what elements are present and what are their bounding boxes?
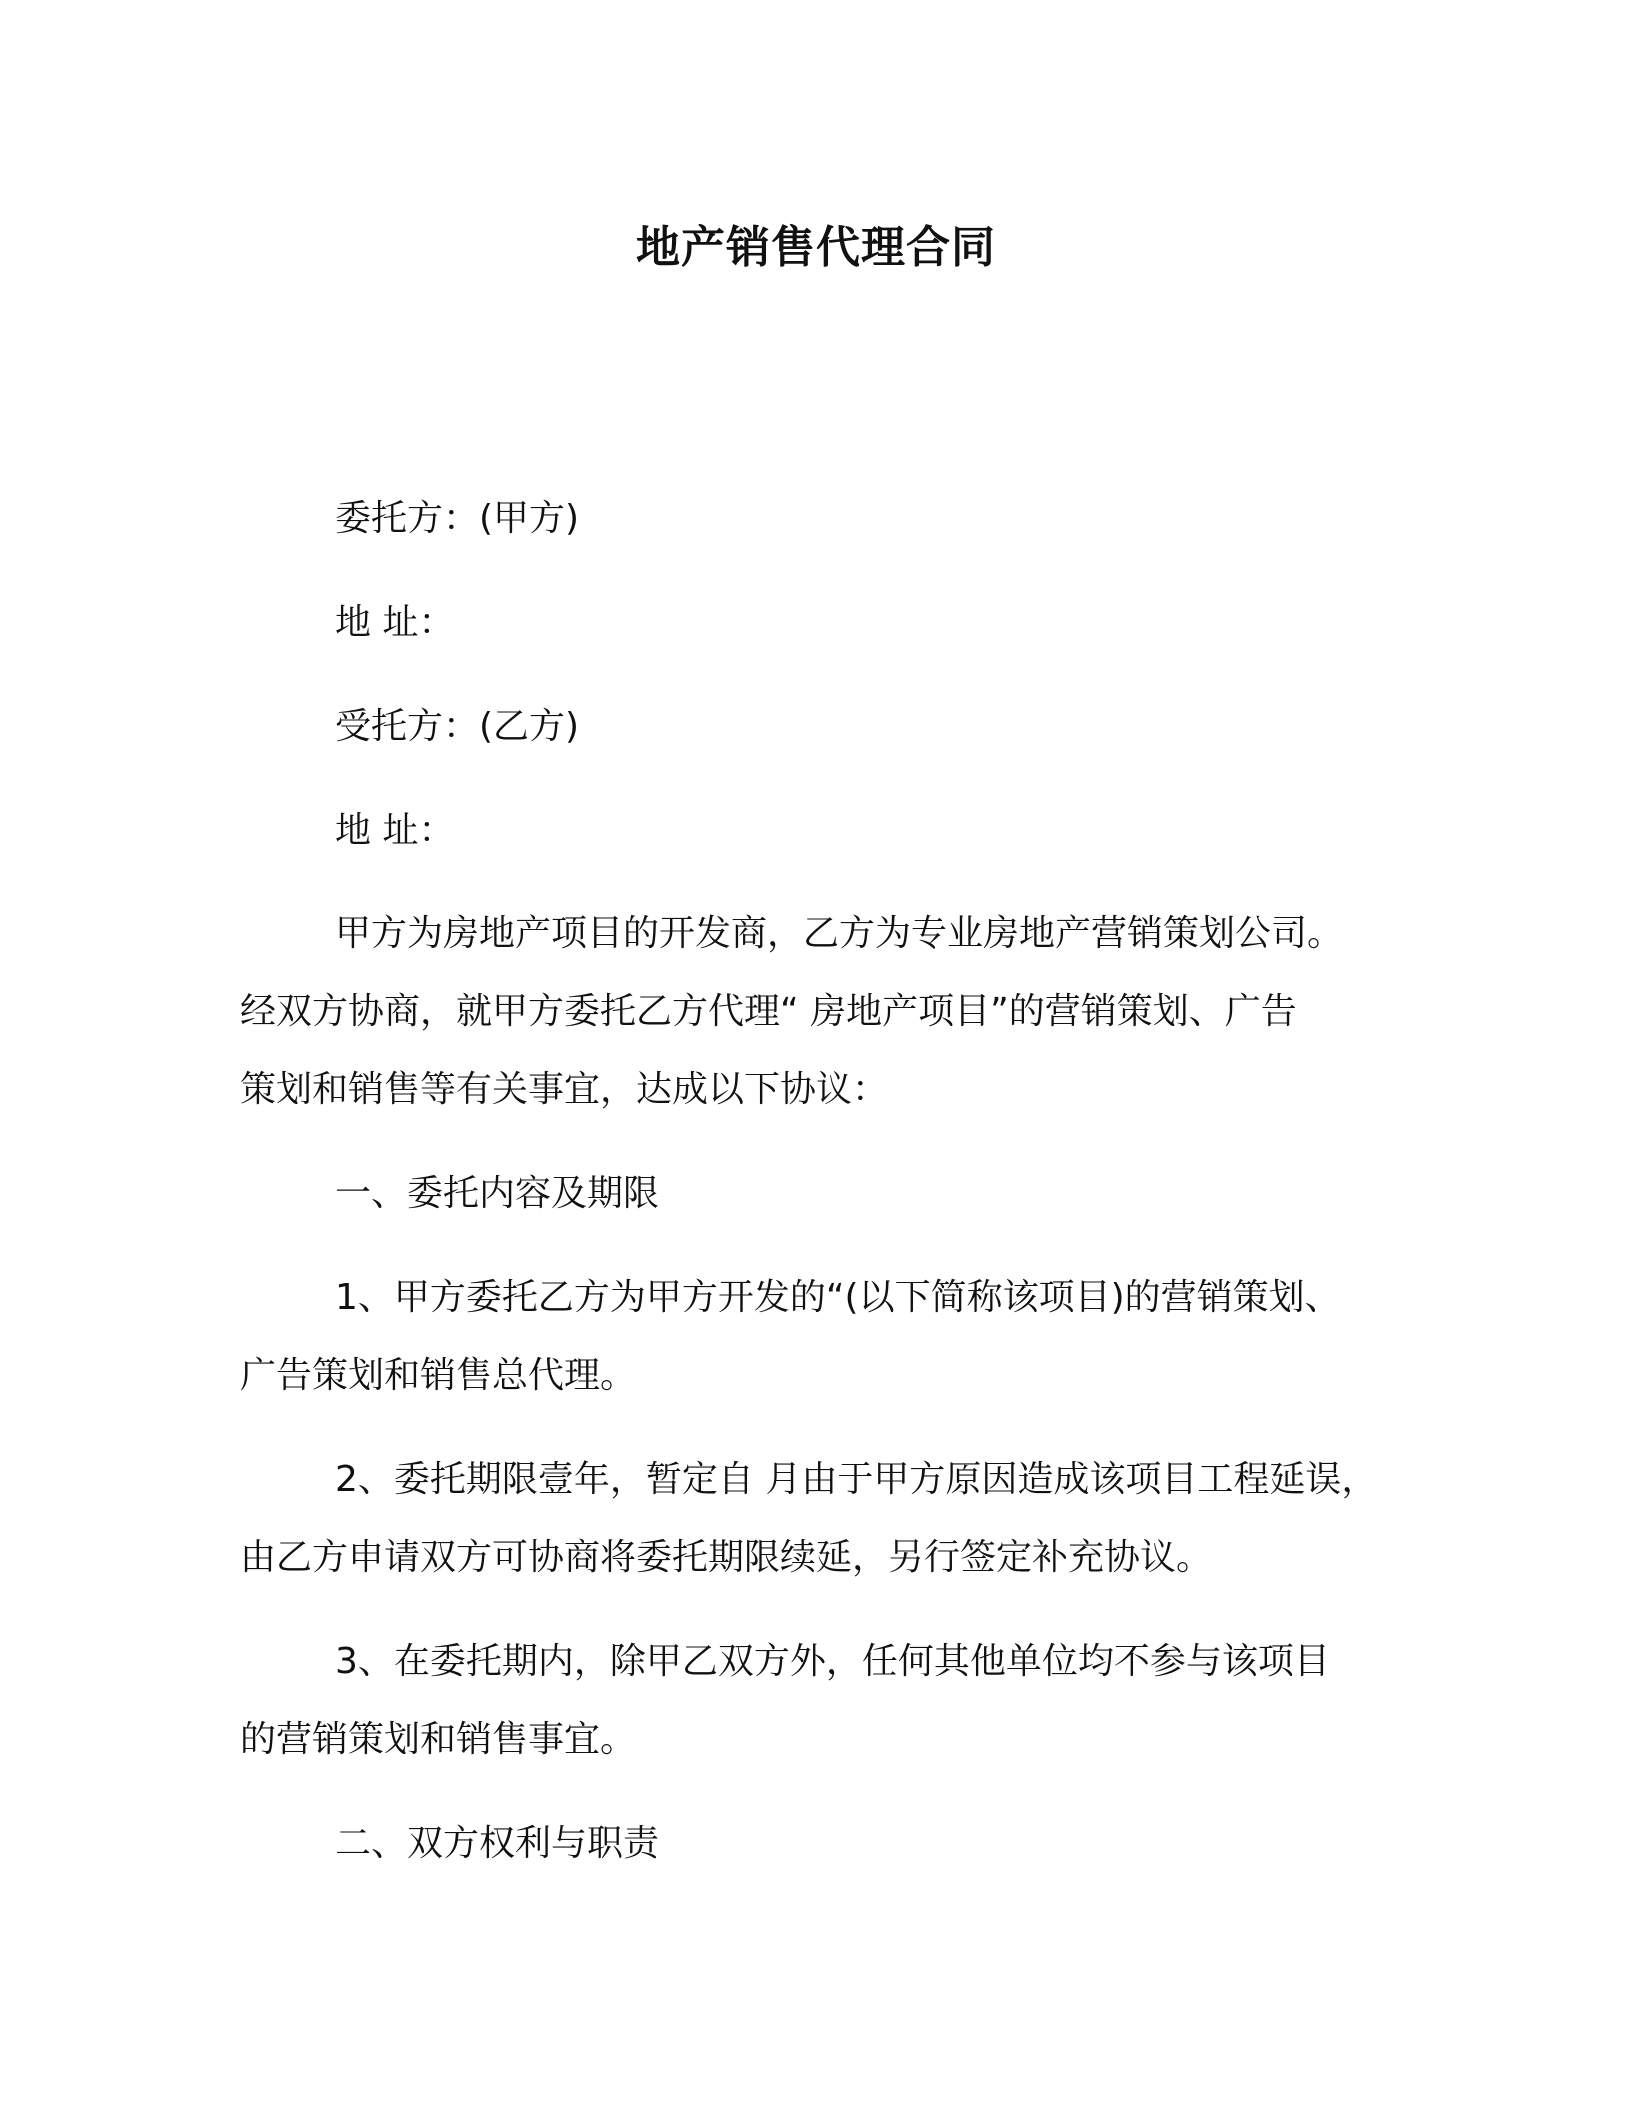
preamble-line-2: 经双方协商，就甲方委托乙方代理“ 房地产项目”的营销策划、广告 xyxy=(240,991,1297,1032)
section-2-heading: 二、双方权利与职责 xyxy=(335,1823,660,1864)
client-address: 地 址： xyxy=(335,602,455,643)
clause-3-line-2: 的营销策划和销售事宜。 xyxy=(240,1719,637,1760)
preamble-line-3: 策划和销售等有关事宜，达成以下协议： xyxy=(240,1069,889,1110)
client-label: 委托方：(甲方) xyxy=(335,498,580,539)
clause-1-line-1: 1、甲方委托乙方为甲方开发的“(以下简称该项目)的营销策划、 xyxy=(335,1277,1341,1318)
section-1-heading: 一、委托内容及期限 xyxy=(335,1173,660,1214)
preamble-line-1: 甲方为房地产项目的开发商，乙方为专业房地产营销策划公司。 xyxy=(335,913,1344,954)
agent-label: 受托方：(乙方) xyxy=(335,706,580,747)
clause-2-line-1: 2、委托期限壹年，暂定自 月由于甲方原因造成该项目工程延误， xyxy=(335,1459,1378,1500)
clause-3-line-1: 3、在委托期内，除甲乙双方外，任何其他单位均不参与该项目 xyxy=(335,1641,1330,1682)
clause-1-line-2: 广告策划和销售总代理。 xyxy=(240,1355,637,1396)
agent-address: 地 址： xyxy=(335,810,455,851)
document-title: 地产销售代理合同 xyxy=(636,222,996,273)
clause-2-line-2: 由乙方申请双方可协商将委托期限续延，另行签定补充协议。 xyxy=(240,1537,1213,1578)
